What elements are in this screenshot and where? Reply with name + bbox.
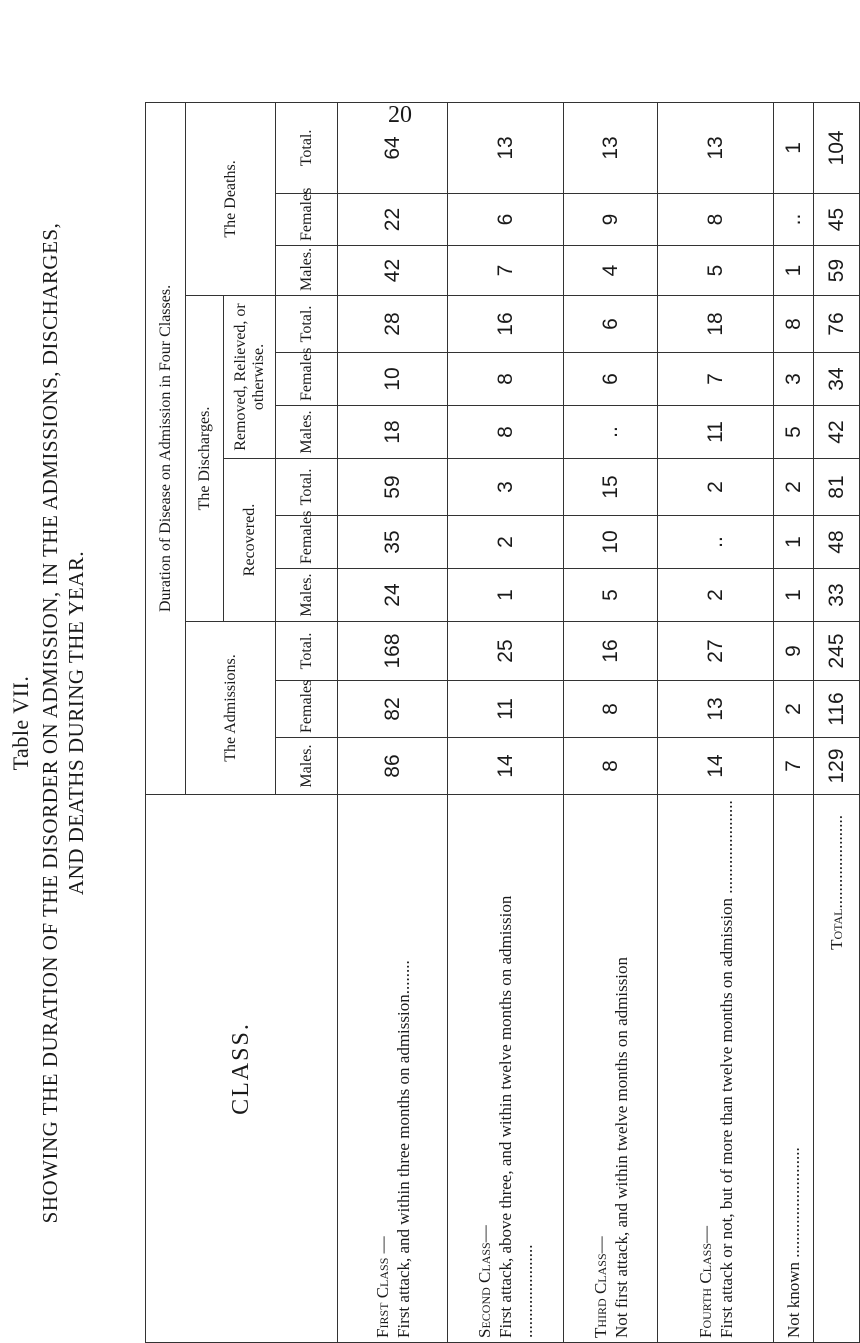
col-total: Total. xyxy=(276,459,338,516)
class-desc: Not first attack, and within twelve months on admission xyxy=(611,956,631,1338)
cell-value: 8 xyxy=(564,681,658,738)
total-value: 129 xyxy=(814,738,860,795)
total-row xyxy=(814,102,860,1342)
class-cell xyxy=(338,795,448,1343)
cell-value: 8 xyxy=(774,296,814,353)
cell-value: 13 xyxy=(658,681,774,738)
cell-value: 59 xyxy=(338,459,448,516)
cell-value: 1 xyxy=(448,569,564,622)
col-males: Males. xyxy=(276,738,338,795)
class-name: First Class — xyxy=(372,1236,392,1338)
cell-value: 16 xyxy=(448,296,564,353)
cell-value: 1 xyxy=(774,246,814,296)
cell-value: 14 xyxy=(658,738,774,795)
col-females: Females xyxy=(276,681,338,738)
page-number: 20 xyxy=(388,102,412,128)
col-total: Total. xyxy=(276,102,338,193)
cell-value: 11 xyxy=(658,406,774,459)
cell-value: 15 xyxy=(564,459,658,516)
cell-value: 8 xyxy=(564,738,658,795)
class-cell xyxy=(448,795,564,1343)
cell-value: 2 xyxy=(774,459,814,516)
rotated-table-sheet xyxy=(0,103,848,1343)
col-males: Males. xyxy=(276,246,338,296)
discharges-header: The Discharges. xyxy=(186,296,224,622)
cell-value: 1 xyxy=(774,102,814,193)
cell-value: 6 xyxy=(564,353,658,406)
cell-value: 1 xyxy=(774,516,814,569)
cell-value: 86 xyxy=(338,738,448,795)
table-row xyxy=(658,102,774,1342)
total-value: 33 xyxy=(814,569,860,622)
cell-value: 28 xyxy=(338,296,448,353)
cell-value: 8 xyxy=(448,353,564,406)
cell-value: 5 xyxy=(774,406,814,459)
cell-value: 27 xyxy=(658,622,774,681)
class-header: CLASS. xyxy=(146,795,338,1343)
class-desc: Not known .......................... xyxy=(784,1147,803,1338)
cell-value: 9 xyxy=(774,622,814,681)
super-header: Duration of Disease on Admission in Four Classes. xyxy=(146,102,186,794)
class-name: Third Class— xyxy=(590,1236,610,1338)
cell-value: .. xyxy=(774,194,814,246)
class-cell xyxy=(564,795,658,1343)
class-desc: First attack, and within three months on admission........ xyxy=(393,960,413,1338)
cell-value: 13 xyxy=(658,102,774,193)
cell-value: 10 xyxy=(564,516,658,569)
total-label: Total...................... xyxy=(814,795,860,1343)
total-value: 76 xyxy=(814,296,860,353)
cell-value: 25 xyxy=(448,622,564,681)
removed-header: Removed, Relieved, or otherwise. xyxy=(224,296,276,459)
cell-value: 4 xyxy=(564,246,658,296)
cell-value: 8 xyxy=(658,194,774,246)
cell-value: 64 xyxy=(338,102,448,193)
cell-value: 35 xyxy=(338,516,448,569)
table-row xyxy=(448,102,564,1342)
cell-value: 42 xyxy=(338,246,448,296)
total-value: 48 xyxy=(814,516,860,569)
cell-value: 7 xyxy=(658,353,774,406)
class-cell xyxy=(774,795,814,1343)
cell-value: 13 xyxy=(564,102,658,193)
cell-value: 1 xyxy=(774,569,814,622)
total-value: 42 xyxy=(814,406,860,459)
table-label: Table VII. xyxy=(8,675,33,771)
cell-value: 168 xyxy=(338,622,448,681)
class-cell xyxy=(658,795,774,1343)
cell-value: 2 xyxy=(774,681,814,738)
cell-value: 14 xyxy=(448,738,564,795)
cell-value: 7 xyxy=(774,738,814,795)
cell-value: 5 xyxy=(658,246,774,296)
cell-value: 8 xyxy=(448,406,564,459)
total-value: 116 xyxy=(814,681,860,738)
deaths-header: The Deaths. xyxy=(186,102,276,295)
col-females: Females xyxy=(276,353,338,406)
cell-value: 2 xyxy=(658,459,774,516)
cell-value: 6 xyxy=(564,296,658,353)
class-desc: First attack, above three, and within twelve months on admission ...................... xyxy=(496,895,536,1338)
total-value: 245 xyxy=(814,622,860,681)
cell-value: 11 xyxy=(448,681,564,738)
recovered-header: Recovered. xyxy=(224,459,276,622)
total-value: 59 xyxy=(814,246,860,296)
class-name: Fourth Class— xyxy=(695,1226,715,1338)
cell-value: 82 xyxy=(338,681,448,738)
table-row xyxy=(774,102,814,1342)
cell-value: 13 xyxy=(448,102,564,193)
total-value: 81 xyxy=(814,459,860,516)
cell-value: 18 xyxy=(658,296,774,353)
cell-value: 3 xyxy=(448,459,564,516)
total-value: 104 xyxy=(814,102,860,193)
total-value: 34 xyxy=(814,353,860,406)
cell-value: 24 xyxy=(338,569,448,622)
col-females: Females xyxy=(276,516,338,569)
cell-value: 2 xyxy=(448,516,564,569)
col-total: Total. xyxy=(276,622,338,681)
data-table xyxy=(145,102,860,1343)
cell-value: 2 xyxy=(658,569,774,622)
cell-value: 5 xyxy=(564,569,658,622)
table-title-line-1: SHOWING THE DURATION OF THE DISORDER ON ADMISSION, IN THE ADMISSIONS, DISCHARGES, xyxy=(38,222,62,1224)
admissions-header: The Admissions. xyxy=(186,622,276,795)
cell-value: .. xyxy=(564,406,658,459)
table-row xyxy=(338,102,448,1342)
class-name: Second Class— xyxy=(475,1225,494,1338)
cell-value: 9 xyxy=(564,194,658,246)
table-row xyxy=(564,102,658,1342)
cell-value: 18 xyxy=(338,406,448,459)
cell-value: 3 xyxy=(774,353,814,406)
cell-value: 22 xyxy=(338,194,448,246)
cell-value: .. xyxy=(658,516,774,569)
cell-value: 10 xyxy=(338,353,448,406)
col-males: Males. xyxy=(276,569,338,622)
col-males: Males. xyxy=(276,406,338,459)
col-females: Females xyxy=(276,194,338,246)
cell-value: 6 xyxy=(448,194,564,246)
total-value: 45 xyxy=(814,194,860,246)
cell-value: 16 xyxy=(564,622,658,681)
table-title-line-2: AND DEATHS DURING THE YEAR. xyxy=(64,550,88,896)
class-desc: First attack or not, but of more than twelve months on admission ...................... xyxy=(716,800,736,1338)
cell-value: 7 xyxy=(448,246,564,296)
col-total: Total. xyxy=(276,296,338,353)
